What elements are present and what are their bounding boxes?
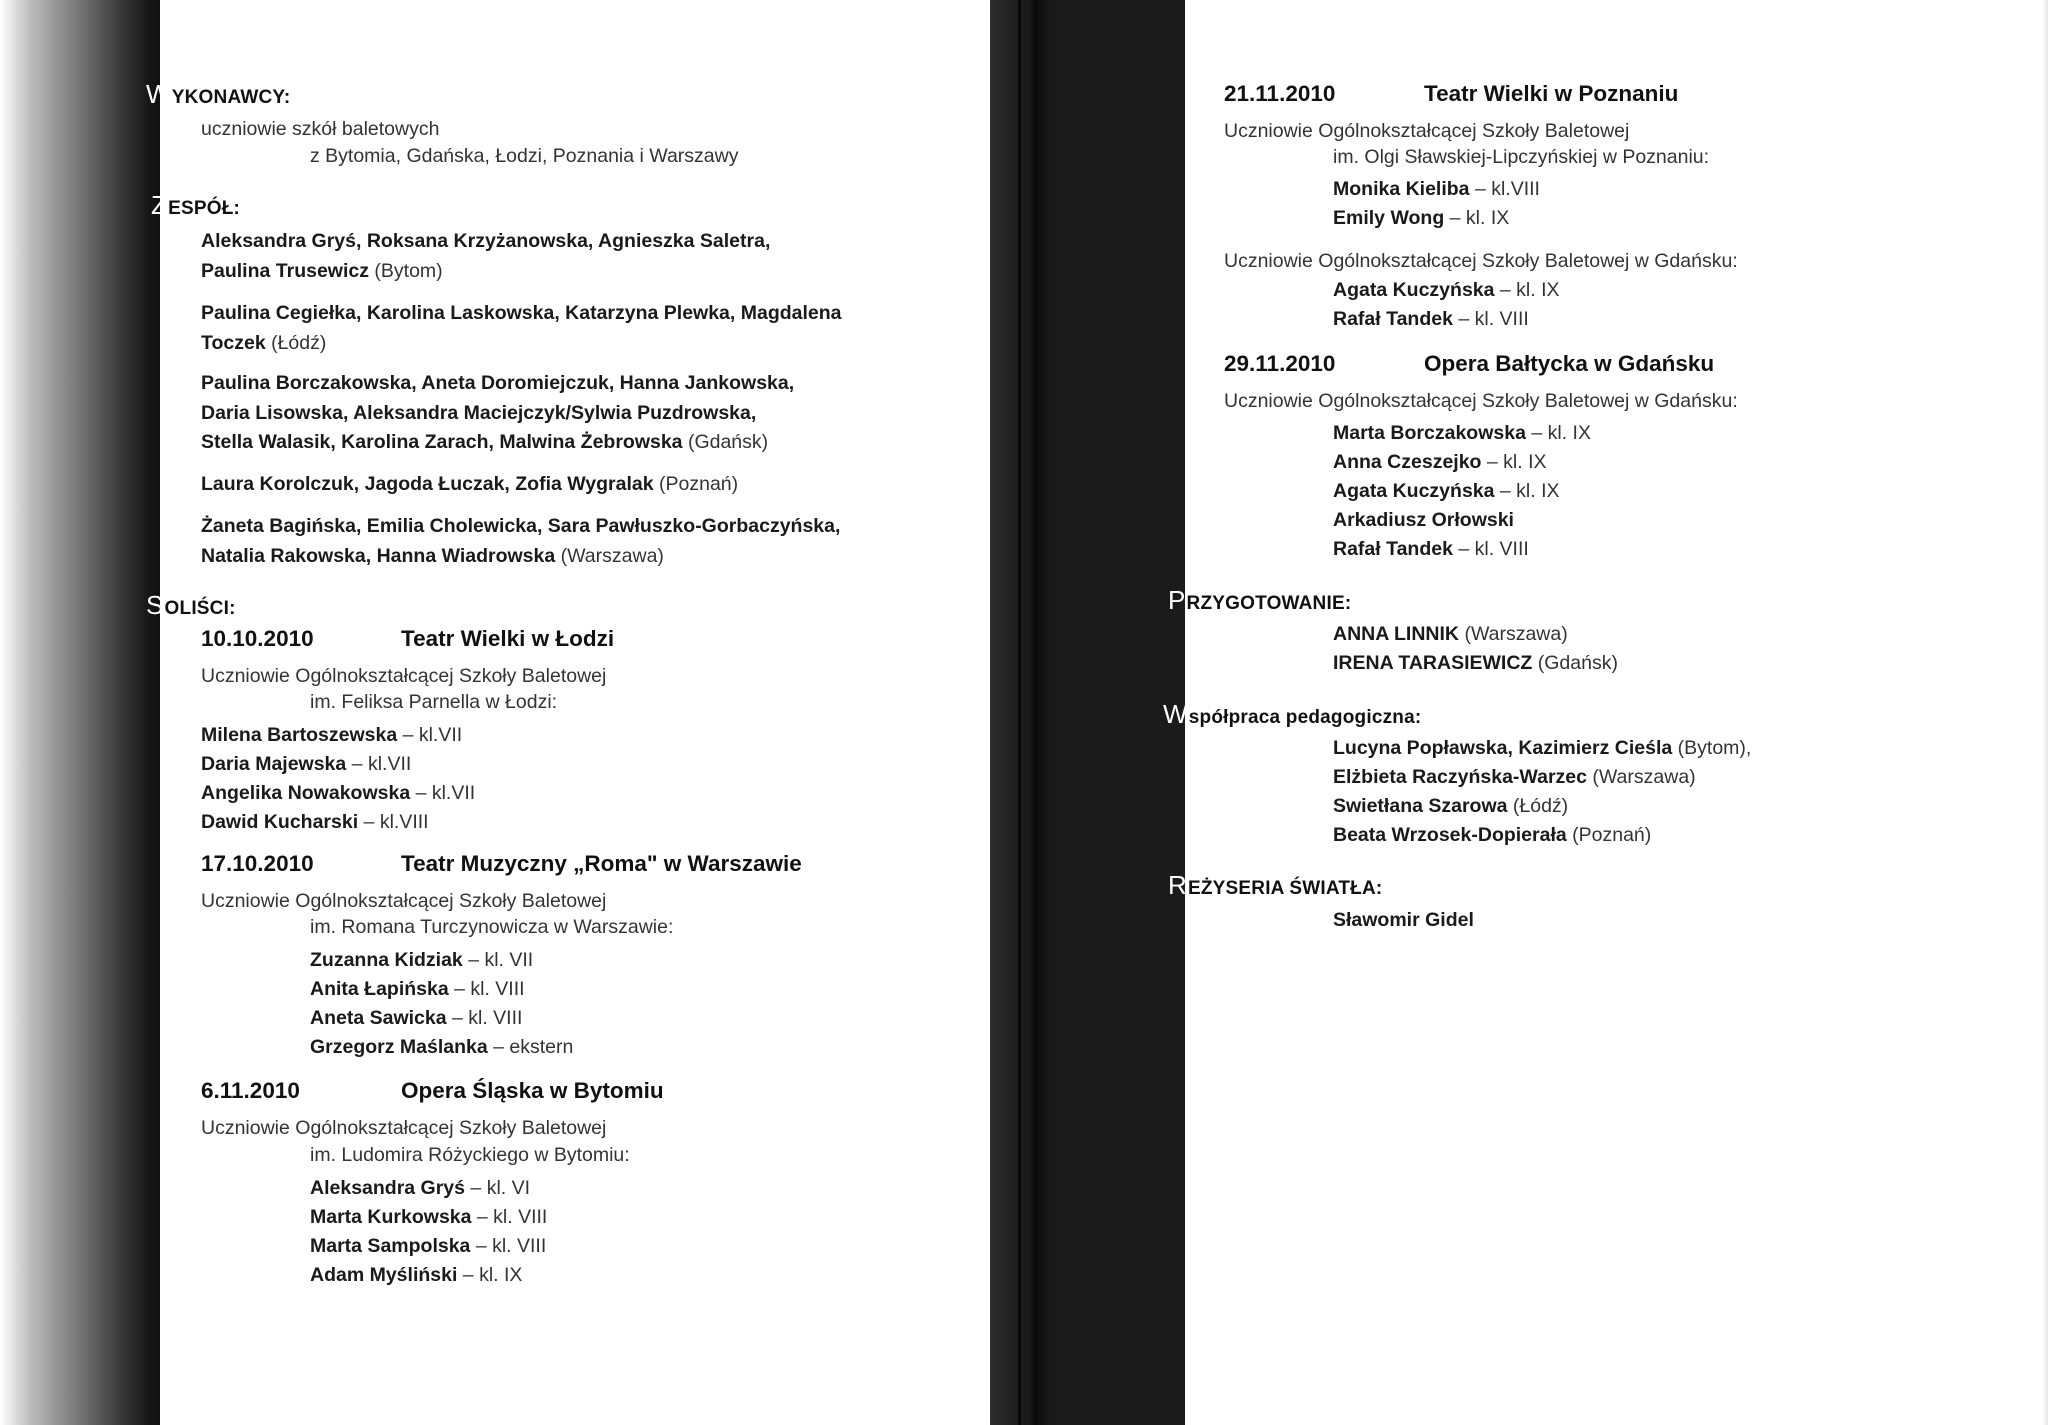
ensemble-names: Żaneta Bagińska, Emilia Cholewicka, Sara Pawłuszko-Gorbaczyńska, [201, 515, 841, 537]
heading-text: YKONAWCY: [171, 87, 291, 108]
ensemble-names: Laura Korolczuk, Jagoda Łuczak, Zofia Wygralak [201, 473, 654, 495]
list-item: Anita Łapińska – kl. VIII [310, 978, 525, 1000]
performers-line-1: uczniowie szkół baletowych [201, 118, 440, 140]
performance-venue: Opera Bałtycka w Gdańsku [1424, 351, 1715, 376]
performance-date: 29.11.2010 [1224, 351, 1336, 376]
lighting-director-name: Sławomir Gidel [1333, 909, 1474, 931]
list-item: Swietłana Szarowa (Łódź) [1333, 795, 1569, 817]
heading-initial: Z [151, 190, 168, 220]
list-item: IRENA TARASIEWICZ (Gdańsk) [1333, 652, 1618, 674]
ensemble-names: Natalia Rakowska, Hanna Wiadrowska [201, 544, 556, 567]
binding-stitch-line [1018, 0, 1021, 1425]
school-line-3: Uczniowie Ogólnokształcącej Szkoły Baletowej w Gdańsku: [1224, 250, 1738, 272]
performance-venue: Teatr Wielki w Łodzi [401, 626, 615, 651]
school-line-2: im. Romana Turczynowicza w Warszawie: [310, 916, 674, 938]
performance-date: 6.11.2010 [201, 1078, 300, 1103]
ensemble-names: Paulina Cegiełka, Karolina Laskowska, Katarzyna Plewka, Magdalena [201, 302, 842, 324]
ensemble-group-bytom [201, 227, 770, 286]
school-line-1: Uczniowie Ogólnokształcącej Szkoły Baletowej [201, 1117, 607, 1139]
right-page-edge [2042, 0, 2048, 1425]
school-line-2: im. Olgi Sławskiej-Lipczyńskiej w Poznaniu: [1333, 146, 1710, 168]
heading-initial: R [1168, 870, 1187, 900]
performance-venue: Teatr Wielki w Poznaniu [1424, 81, 1679, 106]
ensemble-names: Paulina Borczakowska, Aneta Doromiejczuk, Hanna Jankowska, [201, 372, 795, 394]
heading-text: ESPÓŁ: [168, 198, 241, 219]
performance-venue: Opera Śląska w Bytomiu [401, 1078, 664, 1103]
list-item: Grzegorz Maślanka – ekstern [310, 1036, 574, 1058]
list-item: Beata Wrzosek-Dopierała (Poznań) [1333, 824, 1652, 846]
soloist-list [201, 721, 475, 837]
ensemble-group-poznan [201, 470, 738, 500]
left-page-dark-margin [0, 0, 160, 1425]
list-item: Lucyna Popławska, Kazimierz Cieśla (Bytom), [1333, 737, 1752, 759]
ensemble-group-gdansk [201, 369, 794, 458]
performers-line-2: z Bytomia, Gdańska, Łodzi, Poznania i Warszawy [310, 145, 739, 167]
section-heading-przygotowanie [1168, 585, 1351, 616]
ensemble-city: (Gdańsk) [682, 431, 769, 453]
list-item: Agata Kuczyńska – kl. IX [1333, 279, 1560, 301]
list-item: Rafał Tandek – kl. VIII [1333, 538, 1529, 560]
list-item: Monika Kieliba – kl.VIII [1333, 178, 1540, 200]
section-heading-rezyseria [1168, 870, 1382, 901]
soloist-list [1333, 175, 1540, 233]
heading-text: spółpraca pedagogiczna: [1188, 707, 1422, 728]
pedagogical-cooperation-list [1333, 734, 1751, 850]
list-item: Marta Kurkowska – kl. VIII [310, 1206, 548, 1228]
soloist-list [310, 946, 573, 1062]
list-item: Zuzanna Kidziak – kl. VII [310, 949, 534, 971]
soloist-list [1333, 419, 1591, 564]
school-line-2: im. Ludomira Różyckiego w Bytomiu: [310, 1144, 630, 1166]
list-item: Elżbieta Raczyńska-Warzec (Warszawa) [1333, 766, 1696, 788]
ensemble-names: Aleksandra Gryś, Roksana Krzyżanowska, Agnieszka Saletra, [201, 230, 771, 252]
ensemble-city: (Bytom) [368, 259, 443, 282]
school-line-1: Uczniowie Ogólnokształcącej Szkoły Baletowej [201, 665, 607, 687]
ensemble-names: Daria Lisowska, Aleksandra Maciejczyk/Sylwia Puzdrowska, [201, 401, 757, 424]
ensemble-names: Paulina Trusewicz [201, 259, 369, 282]
list-item: Marta Sampolska – kl. VIII [310, 1235, 547, 1257]
heading-initial: W [1163, 699, 1188, 729]
list-item: Arkadiusz Orłowski [1333, 509, 1514, 531]
list-item: Agata Kuczyńska – kl. IX [1333, 480, 1560, 502]
performance-venue: Teatr Muzyczny „Roma" w Warszawie [401, 851, 802, 876]
ensemble-names: Stella Walasik, Karolina Zarach, Malwina Żebrowska [201, 431, 683, 453]
soloist-list [1333, 276, 1560, 334]
soloist-list [310, 1174, 547, 1290]
section-heading-solisci [146, 590, 236, 621]
school-line-1: Uczniowie Ogólnokształcącej Szkoły Baletowej w Gdańsku: [1224, 390, 1738, 412]
section-heading-wykonawcy [146, 79, 290, 110]
lighting-director [1333, 906, 1474, 935]
ensemble-group-warszawa [201, 512, 840, 571]
school-line-2: im. Feliksa Parnella w Łodzi: [310, 691, 558, 713]
list-item: Milena Bartoszewska – kl.VII [201, 724, 463, 746]
heading-initial: S [146, 590, 164, 620]
heading-text: EŻYSERIA ŚWIATŁA: [1187, 878, 1383, 899]
heading-text: RZYGOTOWANIE: [1186, 593, 1352, 614]
section-heading-wspolpraca [1163, 699, 1421, 730]
ensemble-city: (Łódź) [265, 331, 327, 354]
list-item: Rafał Tandek – kl. VIII [1333, 308, 1529, 330]
ensemble-city: (Poznań) [653, 473, 739, 495]
ensemble-group-lodz [201, 299, 842, 358]
list-item: Marta Borczakowska – kl. IX [1333, 422, 1591, 444]
list-item: Aleksandra Gryś – kl. VI [310, 1177, 531, 1199]
list-item: Dawid Kucharski – kl.VIII [201, 811, 429, 833]
performance-date: 10.10.2010 [201, 626, 314, 651]
list-item: Aneta Sawicka – kl. VIII [310, 1007, 523, 1029]
list-item: Angelika Nowakowska – kl.VII [201, 782, 476, 804]
performance-date: 17.10.2010 [201, 851, 314, 876]
heading-initial: W [146, 79, 171, 109]
preparation-list [1333, 620, 1618, 678]
ensemble-names: Toczek [201, 331, 266, 354]
list-item: Adam Myśliński – kl. IX [310, 1264, 523, 1286]
ensemble-city: (Warszawa) [555, 544, 664, 567]
heading-text: OLIŚCI: [164, 598, 236, 619]
school-line-1: Uczniowie Ogólnokształcącej Szkoły Baletowej [1224, 120, 1630, 142]
list-item: Anna Czeszejko – kl. IX [1333, 451, 1547, 473]
heading-initial: P [1168, 585, 1186, 615]
list-item: ANNA LINNIK (Warszawa) [1333, 623, 1568, 645]
section-heading-zespol [151, 190, 240, 221]
list-item: Daria Majewska – kl.VII [201, 753, 412, 775]
school-line-1: Uczniowie Ogólnokształcącej Szkoły Baletowej [201, 890, 607, 912]
list-item: Emily Wong – kl. IX [1333, 207, 1510, 229]
performance-date: 21.11.2010 [1224, 81, 1336, 106]
